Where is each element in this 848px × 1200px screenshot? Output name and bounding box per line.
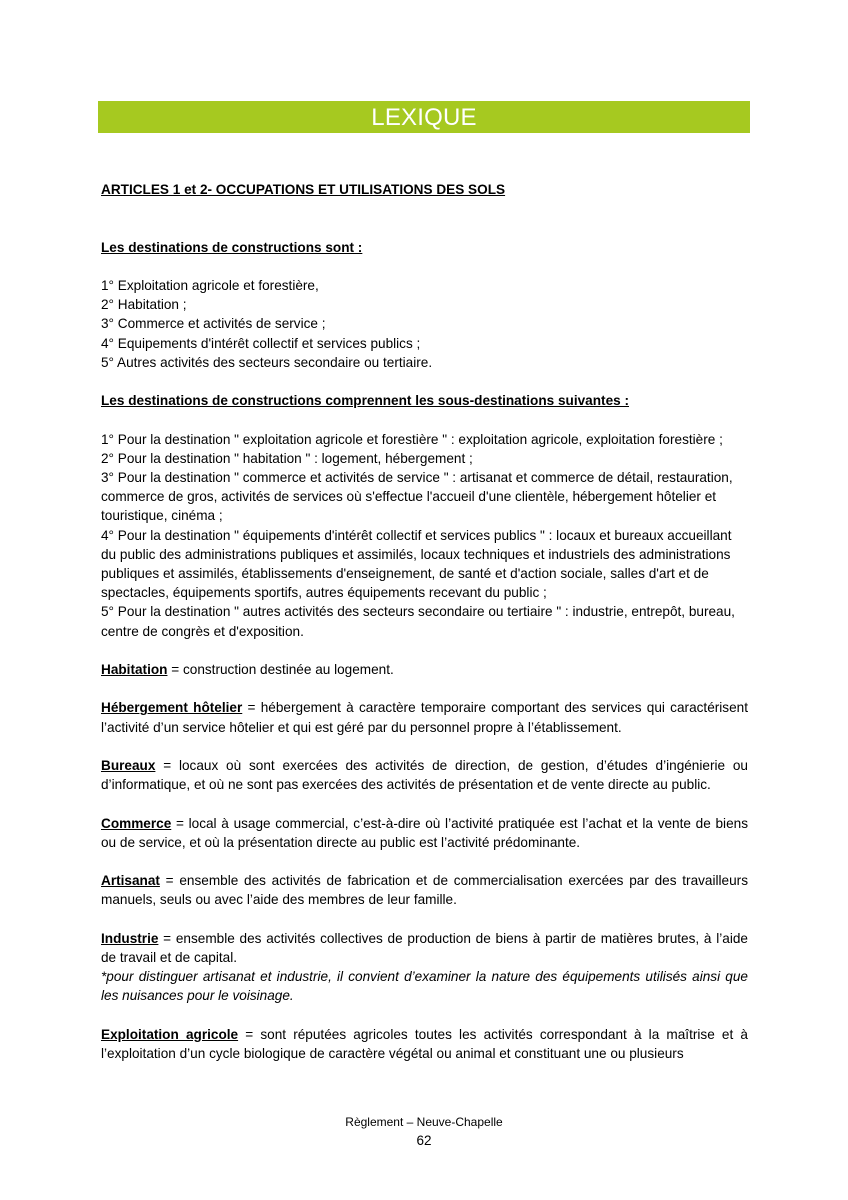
destination-item: 5° Autres activités des secteurs secondaire ou tertiaire. — [101, 354, 433, 370]
definition-text: = hébergement à caractère temporaire comportant des services qui caractérisent l’activité d’un service hôtelier et qui est géré par du personnel propre à l’établissement. — [101, 700, 748, 735]
definition-commerce — [101, 814, 748, 852]
definition-hebergement-hotelier — [101, 698, 748, 736]
definition-term: Artisanat — [101, 873, 160, 889]
document-body — [101, 180, 748, 1063]
definition-text: = local à usage commercial, c’est-à-dire où l’activité pratiquée est l’achat et la vente de biens ou de service, et où la présentation directe au public est l’activité prédominante. — [101, 815, 748, 850]
definition-text: = ensemble des activités de fabrication et de commercialisation exercées par des travailleurs manuels, seuls ou avec l’aide des membres de leur famille. — [101, 873, 748, 908]
footer-doc-title: Règlement – Neuve-Chapelle — [345, 1115, 503, 1129]
destinations-heading: Les destinations de constructions sont : — [101, 239, 363, 255]
sous-destination-item: 2° Pour la destination " habitation " : logement, hébergement ; — [101, 450, 473, 466]
definition-industrie — [101, 929, 748, 967]
destination-item: 3° Commerce et activités de service ; — [101, 316, 326, 332]
definition-term: Industrie — [101, 930, 159, 946]
definition-text: = locaux où sont exercées des activités de direction, de gestion, d’études d’ingénierie ou d’informatique, et où ne sont pas exercées des activités de présentation et de vente directe au public. — [101, 757, 748, 793]
definition-habitation — [101, 660, 748, 679]
sous-destination-item: 5° Pour la destination " autres activités des secteurs secondaire ou tertiaire " : industrie, entrepôt, bureau, centre de congrès et d'exposition. — [101, 604, 735, 639]
definition-term: Bureaux — [101, 757, 156, 773]
sous-destinations-heading: Les destinations de constructions comprennent les sous-destinations suivantes : — [101, 393, 629, 409]
definition-text: = sont réputées agricoles toutes les activités correspondant à la maîtrise et à l’exploitation d’un cycle biologique de caractère végétal ou animal et constituant une ou plusieurs — [101, 1026, 748, 1061]
sous-destination-item: 3° Pour la destination " commerce et activités de service " : artisanat et commerce de détail, restauration, commerce de gros, activités de services où s'effectue l'accueil d'une clientèle, hébergement hôtelier et touristique, cinéma ; — [101, 469, 733, 524]
definition-text: = ensemble des activités collectives de production de biens à partir de matières brutes, à l’aide de travail et de capital. — [101, 930, 748, 965]
definition-term: Habitation — [101, 662, 168, 677]
page-title: LEXIQUE — [371, 104, 477, 131]
sous-destination-item: 4° Pour la destination " équipements d'intérêt collectif et services publics " : locaux et bureaux accueillant du public des administrations publiques et assimilés, locaux techniques et industriels des administrations publiques et assimilés, établissements d'enseignement, de santé et d'action sociale, salles d'art et de spectacles, équipements sportifs, autres équipements recevant du public ; — [101, 527, 732, 601]
sous-destination-item: 1° Pour la destination " exploitation agricole et forestière " : exploitation agricole, exploitation forestière ; — [101, 431, 723, 447]
definition-term: Exploitation agricole — [101, 1026, 239, 1042]
definition-note: *pour distinguer artisanat et industrie, il convient d’examiner la nature des équipements utilisés ainsi que les nuisances pour le voisinage. — [101, 969, 748, 1004]
section-title: ARTICLES 1 et 2- OCCUPATIONS ET UTILISATIONS DES SOLS — [101, 182, 506, 197]
destination-item: 1° Exploitation agricole et forestière, — [101, 277, 319, 293]
definition-term: Hébergement hôtelier — [101, 700, 243, 716]
destination-item: 2° Habitation ; — [101, 297, 187, 313]
page-title-banner — [98, 101, 750, 133]
definition-artisanat — [101, 871, 748, 909]
page-number: 62 — [416, 1133, 432, 1148]
definition-text: = construction destinée au logement. — [167, 662, 394, 677]
definition-exploitation-agricole — [101, 1025, 748, 1063]
definition-term: Commerce — [101, 815, 172, 831]
destination-item: 4° Equipements d'intérêt collectif et services publics ; — [101, 335, 421, 351]
definition-bureaux — [101, 756, 748, 794]
